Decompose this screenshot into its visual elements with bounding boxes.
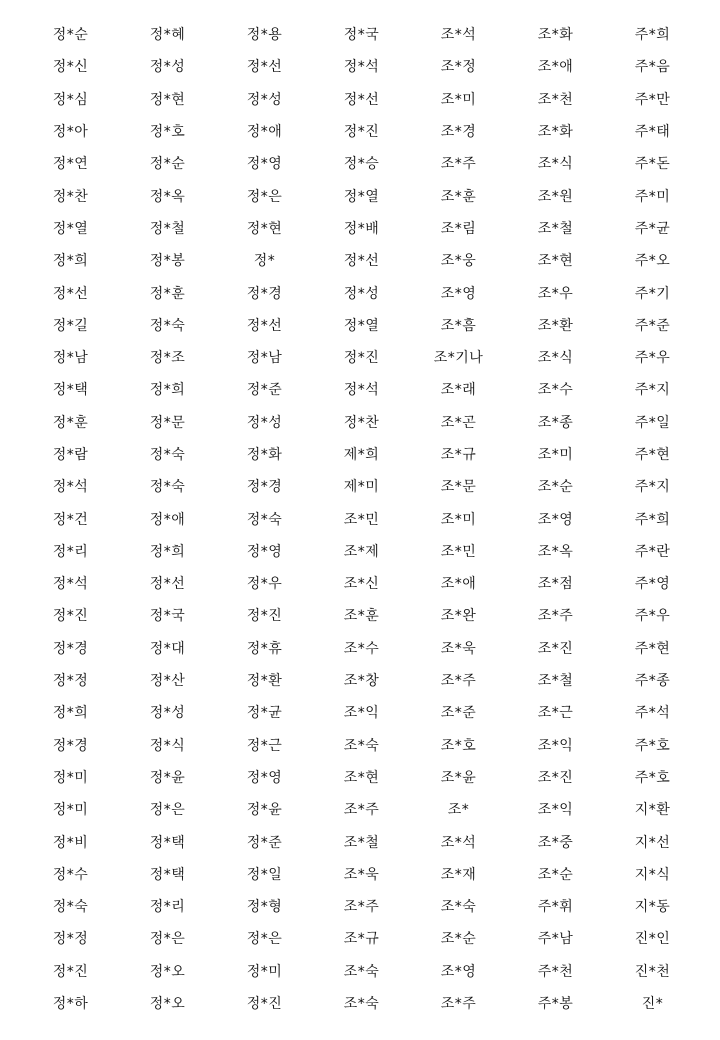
name-cell: 진*인 <box>634 931 671 948</box>
name-cell: 주*우 <box>634 608 671 625</box>
name-cell: 조*석 <box>440 834 477 851</box>
name-cell: 조*화 <box>537 124 574 141</box>
name-cell: 주*호 <box>634 769 671 786</box>
name-cell: 정*철 <box>149 220 186 237</box>
name-cell: 조*주 <box>343 899 380 916</box>
name-cell: 조*철 <box>343 834 380 851</box>
name-cell: 조*순 <box>440 931 477 948</box>
name-cell: 주*란 <box>634 543 671 560</box>
name-cell: 정*택 <box>149 834 186 851</box>
name-cell: 정*경 <box>52 640 89 657</box>
names-grid <box>22 19 702 1020</box>
name-cell: 정* <box>253 253 276 270</box>
name-cell: 정*정 <box>52 673 89 690</box>
name-cell: 주*준 <box>634 317 671 334</box>
name-cell: 정*경 <box>52 737 89 754</box>
name-cell: 제*희 <box>343 447 380 463</box>
name-cell: 정*남 <box>52 350 89 367</box>
name-cell: 정*국 <box>343 27 380 44</box>
name-cell: 정*숙 <box>149 317 186 334</box>
name-cell: 주*지 <box>634 382 671 399</box>
name-cell: 정*성 <box>343 285 380 302</box>
name-cell: 주*오 <box>634 253 671 270</box>
name-cell: 정*순 <box>52 27 89 44</box>
name-cell: 조*윤 <box>440 769 477 786</box>
name-cell: 주*희 <box>634 27 671 44</box>
name-cell: 정*미 <box>52 802 89 819</box>
name-cell: 조*진 <box>537 769 574 786</box>
name-cell: 지*동 <box>634 899 671 916</box>
name-cell: 조*석 <box>440 27 477 44</box>
name-cell: 정*영 <box>246 156 283 173</box>
name-cell: 지*식 <box>634 866 671 883</box>
name-cell: 정*숙 <box>149 479 186 496</box>
name-cell: 조*주 <box>537 608 574 625</box>
name-cell: 조*미 <box>440 91 477 108</box>
name-cell: 정*은 <box>246 931 283 948</box>
name-cell: 정*아 <box>52 124 89 141</box>
name-cell: 주*종 <box>634 673 671 690</box>
name-cell: 정*옥 <box>149 188 186 205</box>
name-cell: 정*성 <box>149 59 186 76</box>
name-cell: 주*천 <box>537 963 574 980</box>
name-cell: 정*일 <box>246 866 283 883</box>
name-cell: 정*석 <box>343 59 380 76</box>
name-cell: 조*점 <box>537 576 574 593</box>
name-cell: 조*주 <box>440 996 477 1013</box>
name-cell: 정*식 <box>149 737 186 754</box>
name-cell: 정*애 <box>246 124 283 141</box>
name-cell: 정*선 <box>149 576 186 593</box>
name-cell: 정*리 <box>149 899 186 916</box>
name-cell: 정*호 <box>149 124 186 141</box>
name-cell: 정*진 <box>246 608 283 625</box>
name-cell: 정*진 <box>343 350 380 367</box>
name-cell: 정*숙 <box>246 511 283 528</box>
name-cell: 정*애 <box>149 511 186 528</box>
name-cell: 진*천 <box>634 963 671 980</box>
name-cell: 정*석 <box>52 479 89 496</box>
name-cell: 정*봉 <box>149 253 186 270</box>
name-cell: 주*현 <box>634 640 671 657</box>
name-cell: 조*흠 <box>440 317 477 334</box>
name-cell: 주*현 <box>634 447 671 463</box>
name-cell: 정*국 <box>149 608 186 625</box>
name-cell: 조*철 <box>537 220 574 237</box>
name-cell: 조*경 <box>440 124 477 141</box>
name-cell: 정*숙 <box>52 899 89 916</box>
name-cell: 주*돈 <box>634 156 671 173</box>
name-cell: 정*심 <box>52 91 89 108</box>
name-cell: 정*리 <box>52 543 89 560</box>
name-cell: 정*승 <box>343 156 380 173</box>
name-cell: 주*균 <box>634 220 671 237</box>
name-cell: 조*익 <box>343 705 380 722</box>
name-cell: 정*은 <box>149 802 186 819</box>
name-cell: 정*화 <box>246 447 283 463</box>
name-cell: 정*열 <box>52 220 89 237</box>
name-cell: 조*수 <box>343 640 380 657</box>
name-cell: 정*열 <box>343 188 380 205</box>
name-cell: 정*진 <box>52 963 89 980</box>
name-cell: 정*희 <box>52 253 89 270</box>
name-cell: 조*웅 <box>440 253 477 270</box>
name-cell: 조*주 <box>440 673 477 690</box>
name-cell: 조*영 <box>537 511 574 528</box>
name-cell: 정*찬 <box>343 414 380 431</box>
name-cell: 정*선 <box>246 59 283 76</box>
name-cell: 정*정 <box>52 931 89 948</box>
name-cell: 조*호 <box>440 737 477 754</box>
name-cell: 정*하 <box>52 996 89 1013</box>
name-cell: 조*원 <box>537 188 574 205</box>
name-cell: 정*우 <box>246 576 283 593</box>
name-cell: 정*찬 <box>52 188 89 205</box>
name-cell: 정*람 <box>52 447 89 463</box>
name-cell: 조*철 <box>537 673 574 690</box>
name-cell: 주*음 <box>634 59 671 76</box>
name-cell: 정*비 <box>52 834 89 851</box>
name-cell: 정*은 <box>246 188 283 205</box>
name-cell: 조*미 <box>440 511 477 528</box>
name-cell: 정*영 <box>246 543 283 560</box>
name-cell: 정*열 <box>343 317 380 334</box>
name-cell: 정*오 <box>149 963 186 980</box>
name-cell: 정*길 <box>52 317 89 334</box>
name-cell: 정*혜 <box>149 27 186 44</box>
name-cell: 조*진 <box>537 640 574 657</box>
name-cell: 정*택 <box>149 866 186 883</box>
name-cell: 조*천 <box>537 91 574 108</box>
name-cell: 정*산 <box>149 673 186 690</box>
name-cell: 조*숙 <box>343 996 380 1013</box>
name-cell: 조*숙 <box>343 963 380 980</box>
name-cell: 조*우 <box>537 285 574 302</box>
name-cell: 정*진 <box>246 996 283 1013</box>
name-cell: 주*일 <box>634 414 671 431</box>
name-cell: 정*선 <box>343 91 380 108</box>
name-cell: 정*경 <box>246 285 283 302</box>
name-cell: 정*진 <box>343 124 380 141</box>
name-cell: 주*태 <box>634 124 671 141</box>
name-cell: 조*화 <box>537 27 574 44</box>
name-cell: 조*규 <box>440 447 477 463</box>
name-cell: 조*식 <box>537 156 574 173</box>
name-cell: 조*순 <box>537 866 574 883</box>
name-cell: 정*현 <box>149 91 186 108</box>
name-cell: 진* <box>641 996 664 1013</box>
name-cell: 정*희 <box>52 705 89 722</box>
name-cell: 주*석 <box>634 705 671 722</box>
name-cell: 정*연 <box>52 156 89 173</box>
name-cell: 정*선 <box>52 285 89 302</box>
name-cell: 조*현 <box>537 253 574 270</box>
name-cell: 조*근 <box>537 705 574 722</box>
name-cell: 조*욱 <box>343 866 380 883</box>
name-cell: 조*종 <box>537 414 574 431</box>
name-cell: 조*애 <box>440 576 477 593</box>
name-cell: 정*현 <box>246 220 283 237</box>
name-cell: 정*형 <box>246 899 283 916</box>
name-cell: 조*완 <box>440 608 477 625</box>
name-cell: 주*지 <box>634 479 671 496</box>
name-cell: 조*림 <box>440 220 477 237</box>
name-cell: 정*은 <box>149 931 186 948</box>
name-cell: 정*석 <box>52 576 89 593</box>
name-cell: 정*문 <box>149 414 186 431</box>
name-cell: 조*곤 <box>440 414 477 431</box>
name-cell: 정*석 <box>343 382 380 399</box>
name-cell: 조*미 <box>537 447 574 463</box>
name-cell: 조*애 <box>537 59 574 76</box>
name-cell: 조*신 <box>343 576 380 593</box>
name-cell: 정*조 <box>149 350 186 367</box>
name-cell: 주*봉 <box>537 996 574 1013</box>
name-cell: 조*중 <box>537 834 574 851</box>
name-cell: 주*우 <box>634 350 671 367</box>
name-cell: 조*숙 <box>343 737 380 754</box>
name-cell: 정*경 <box>246 479 283 496</box>
name-cell: 조*문 <box>440 479 477 496</box>
name-cell: 주*기 <box>634 285 671 302</box>
name-cell: 정*용 <box>246 27 283 44</box>
name-cell: 조*제 <box>343 543 380 560</box>
name-cell: 주*희 <box>634 511 671 528</box>
name-cell: 정*성 <box>246 91 283 108</box>
name-cell: 정*환 <box>246 673 283 690</box>
name-cell: 주*호 <box>634 737 671 754</box>
name-cell: 주*남 <box>537 931 574 948</box>
name-cell: 주*미 <box>634 188 671 205</box>
name-cell: 정*배 <box>343 220 380 237</box>
name-cell: 조*정 <box>440 59 477 76</box>
name-cell: 정*미 <box>52 769 89 786</box>
name-cell: 정*훈 <box>52 414 89 431</box>
name-cell: 정*휴 <box>246 640 283 657</box>
name-cell: 주*휘 <box>537 899 574 916</box>
name-cell: 조*준 <box>440 705 477 722</box>
name-cell: 주*영 <box>634 576 671 593</box>
name-cell: 지*환 <box>634 802 671 819</box>
name-cell: 정*대 <box>149 640 186 657</box>
name-cell: 정*수 <box>52 866 89 883</box>
name-cell: 조*민 <box>440 543 477 560</box>
name-cell: 정*성 <box>246 414 283 431</box>
name-cell: 조*창 <box>343 673 380 690</box>
name-cell: 정*윤 <box>246 802 283 819</box>
name-cell: 정*희 <box>149 382 186 399</box>
name-cell: 정*진 <box>52 608 89 625</box>
name-cell: 조*민 <box>343 511 380 528</box>
name-cell: 정*신 <box>52 59 89 76</box>
name-cell: 정*미 <box>246 963 283 980</box>
name-cell: 조*주 <box>343 802 380 819</box>
name-cell: 정*윤 <box>149 769 186 786</box>
name-cell: 조* <box>447 802 470 819</box>
name-cell: 주*만 <box>634 91 671 108</box>
name-cell: 지*선 <box>634 834 671 851</box>
name-cell: 조*수 <box>537 382 574 399</box>
name-cell: 조*훈 <box>343 608 380 625</box>
name-cell: 정*순 <box>149 156 186 173</box>
name-cell: 조*욱 <box>440 640 477 657</box>
name-cell: 정*준 <box>246 382 283 399</box>
name-cell: 조*현 <box>343 769 380 786</box>
name-cell: 정*택 <box>52 382 89 399</box>
name-cell: 조*재 <box>440 866 477 883</box>
name-cell: 정*근 <box>246 737 283 754</box>
name-cell: 조*옥 <box>537 543 574 560</box>
name-cell: 조*환 <box>537 317 574 334</box>
name-cell: 조*주 <box>440 156 477 173</box>
name-cell: 정*선 <box>343 253 380 270</box>
name-cell: 정*숙 <box>149 447 186 463</box>
name-cell: 조*숙 <box>440 899 477 916</box>
name-cell: 제*미 <box>343 479 380 496</box>
name-cell: 조*훈 <box>440 188 477 205</box>
name-cell: 정*남 <box>246 350 283 367</box>
name-cell: 조*영 <box>440 963 477 980</box>
name-cell: 정*건 <box>52 511 89 528</box>
name-cell: 정*오 <box>149 996 186 1013</box>
name-cell: 조*순 <box>537 479 574 496</box>
name-cell: 조*익 <box>537 737 574 754</box>
name-cell: 조*규 <box>343 931 380 948</box>
name-cell: 정*성 <box>149 705 186 722</box>
name-cell: 조*래 <box>440 382 477 399</box>
name-cell: 정*균 <box>246 705 283 722</box>
name-cell: 정*선 <box>246 317 283 334</box>
name-cell: 정*훈 <box>149 285 186 302</box>
name-cell: 조*식 <box>537 350 574 367</box>
name-cell: 조*영 <box>440 285 477 302</box>
name-cell: 정*희 <box>149 543 186 560</box>
name-cell: 조*기나 <box>433 350 484 367</box>
name-cell: 조*익 <box>537 802 574 819</box>
name-cell: 정*준 <box>246 834 283 851</box>
name-cell: 정*영 <box>246 769 283 786</box>
